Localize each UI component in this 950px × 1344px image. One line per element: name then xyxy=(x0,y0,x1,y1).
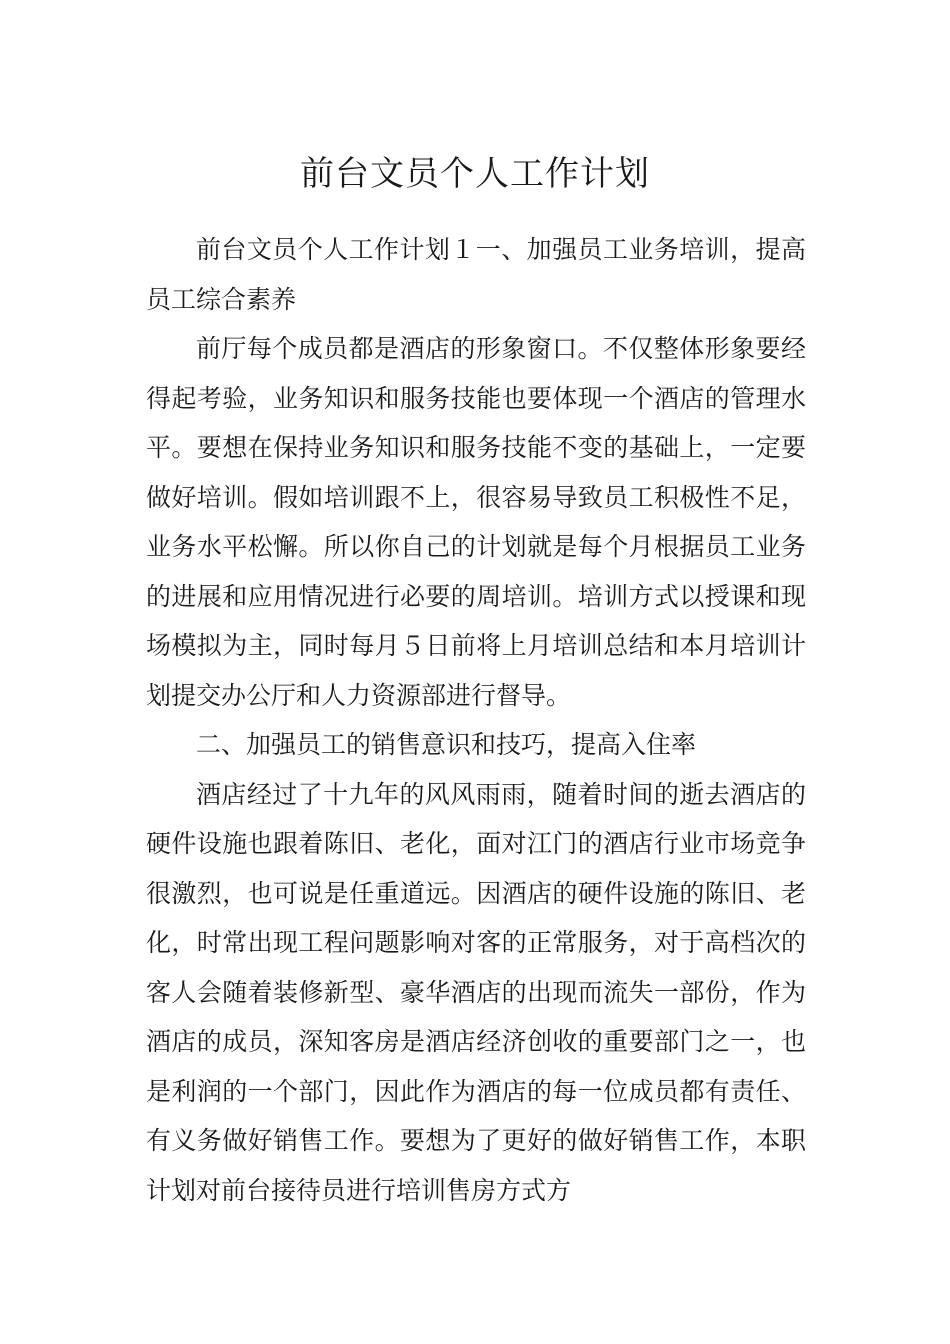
paragraph-3: 二、加强员工的销售意识和技巧，提高入住率 xyxy=(196,730,697,759)
paragraph-1: 前台文员个人工作计划１一、加强员工业务培训，提高员工综合素养 xyxy=(146,235,806,314)
document-body xyxy=(146,225,806,1215)
paragraph-4: 酒店经过了十九年的风风雨雨，随着时间的逝去酒店的硬件设施也跟着陈旧、老化，面对江门的酒店行业市场竞争很激烈，也可说是任重道远。因酒店的硬件设施的陈旧、老化，时常出现工程问题影响对客的正常服务，对于高档次的客人会随着装修新型、豪华酒店的出现而流失一部份，作为酒店的成员，深知客房是酒店经济创收的重要部门之一，也是利润的一个部门，因此作为酒店的每一位成员都有责任、有义务做好销售工作。要想为了更好的做好销售工作，本职计划对前台接待员进行培训售房方式方 xyxy=(146,779,806,1205)
paragraph-2: 前厅每个成员都是酒店的形象窗口。不仅整体形象要经得起考验，业务知识和服务技能也要体现一个酒店的管理水平。要想在保持业务知识和服务技能不变的基础上，一定要做好培训。假如培训跟不上，很容易导致员工积极性不足，业务水平松懈。所以你自己的计划就是每个月根据员工业务的进展和应用情况进行必要的周培训。培训方式以授课和现场模拟为主，同时每月５日前将上月培训总结和本月培训计划提交办公厅和人力资源部进行督导。 xyxy=(146,334,806,710)
document-title: 前台文员个人工作计划 xyxy=(300,153,650,194)
